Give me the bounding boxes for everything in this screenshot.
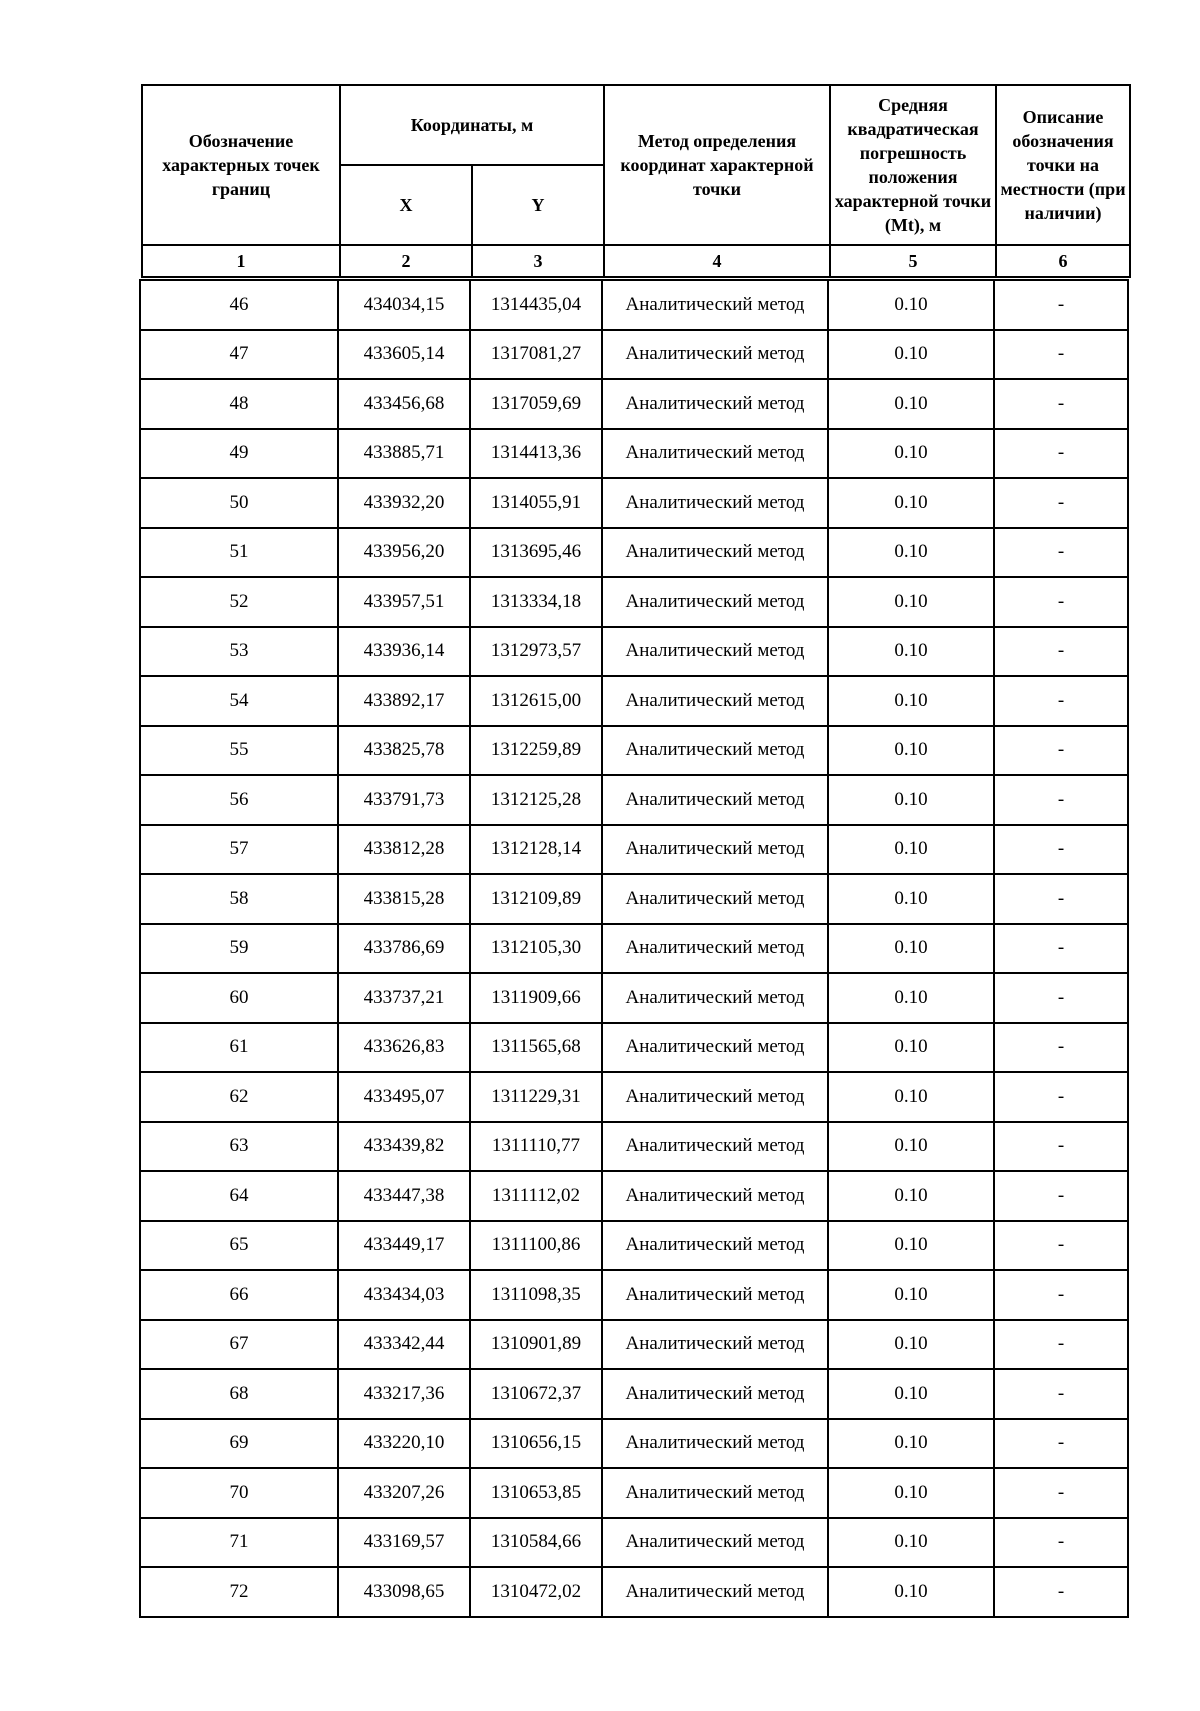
mean-error-cell: 0.10 — [828, 676, 994, 726]
table-row — [140, 676, 1128, 726]
x-coordinate-cell: 433932,20 — [338, 478, 470, 528]
description-cell: - — [994, 924, 1128, 974]
description-cell: - — [994, 726, 1128, 776]
mean-error-cell: 0.10 — [828, 1369, 994, 1419]
mean-error-cell: 0.10 — [828, 1171, 994, 1221]
column-number: 5 — [830, 245, 996, 277]
description-cell: - — [994, 1072, 1128, 1122]
mean-error-cell: 0.10 — [828, 1518, 994, 1568]
y-coordinate-cell: 1310472,02 — [470, 1567, 602, 1617]
mean-error-cell: 0.10 — [828, 478, 994, 528]
x-coordinate-cell: 433449,17 — [338, 1221, 470, 1271]
table-row — [140, 1518, 1128, 1568]
x-coordinate-cell: 433957,51 — [338, 577, 470, 627]
mean-error-cell: 0.10 — [828, 1468, 994, 1518]
description-cell: - — [994, 379, 1128, 429]
point-cell: 62 — [140, 1072, 338, 1122]
y-coordinate-cell: 1310653,85 — [470, 1468, 602, 1518]
table-row — [140, 973, 1128, 1023]
y-coordinate-cell: 1310901,89 — [470, 1320, 602, 1370]
mean-error-cell: 0.10 — [828, 429, 994, 479]
table-row — [140, 627, 1128, 677]
x-coordinate-cell: 433456,68 — [338, 379, 470, 429]
method-cell: Аналитический метод — [602, 429, 828, 479]
column-number: 2 — [340, 245, 472, 277]
x-coordinate-cell: 433956,20 — [338, 528, 470, 578]
y-coordinate-cell: 1317059,69 — [470, 379, 602, 429]
y-coordinate-cell: 1310584,66 — [470, 1518, 602, 1568]
description-cell: - — [994, 1122, 1128, 1172]
y-coordinate-cell: 1312128,14 — [470, 825, 602, 875]
coordinates-table-header — [141, 84, 1131, 278]
mean-error-cell: 0.10 — [828, 973, 994, 1023]
description-cell: - — [994, 676, 1128, 726]
x-coordinate-cell: 433786,69 — [338, 924, 470, 974]
y-coordinate-cell: 1317081,27 — [470, 330, 602, 380]
x-coordinate-cell: 433892,17 — [338, 676, 470, 726]
table-row — [140, 1468, 1128, 1518]
point-cell: 69 — [140, 1419, 338, 1469]
x-coordinate-cell: 433936,14 — [338, 627, 470, 677]
table-row — [140, 1270, 1128, 1320]
x-coordinate-cell: 433495,07 — [338, 1072, 470, 1122]
mean-error-cell: 0.10 — [828, 1221, 994, 1271]
x-coordinate-cell: 433815,28 — [338, 874, 470, 924]
table-row — [140, 775, 1128, 825]
x-coordinate-cell: 433812,28 — [338, 825, 470, 875]
method-cell: Аналитический метод — [602, 1270, 828, 1320]
point-cell: 49 — [140, 429, 338, 479]
mean-error-cell: 0.10 — [828, 627, 994, 677]
description-cell: - — [994, 429, 1128, 479]
point-cell: 67 — [140, 1320, 338, 1370]
mean-error-cell: 0.10 — [828, 924, 994, 974]
x-coordinate-cell: 433825,78 — [338, 726, 470, 776]
method-cell: Аналитический метод — [602, 330, 828, 380]
method-cell: Аналитический метод — [602, 726, 828, 776]
point-cell: 48 — [140, 379, 338, 429]
method-cell: Аналитический метод — [602, 1171, 828, 1221]
y-coordinate-cell: 1311229,31 — [470, 1072, 602, 1122]
y-coordinate-cell: 1314413,36 — [470, 429, 602, 479]
x-coordinate-cell: 433626,83 — [338, 1023, 470, 1073]
point-cell: 51 — [140, 528, 338, 578]
method-cell: Аналитический метод — [602, 280, 828, 330]
x-coordinate-cell: 433098,65 — [338, 1567, 470, 1617]
description-cell: - — [994, 1567, 1128, 1617]
table-row — [140, 280, 1128, 330]
column-number: 6 — [996, 245, 1130, 277]
header-mean-error: Средняя квадратическая погрешность положения характерной точки (Mt), м — [830, 85, 996, 245]
point-cell: 65 — [140, 1221, 338, 1271]
x-coordinate-cell: 433342,44 — [338, 1320, 470, 1370]
description-cell: - — [994, 1518, 1128, 1568]
y-coordinate-cell: 1312973,57 — [470, 627, 602, 677]
point-cell: 66 — [140, 1270, 338, 1320]
point-cell: 71 — [140, 1518, 338, 1568]
header-point-designation: Обозначение характерных точек границ — [142, 85, 340, 245]
y-coordinate-cell: 1312125,28 — [470, 775, 602, 825]
point-cell: 58 — [140, 874, 338, 924]
method-cell: Аналитический метод — [602, 478, 828, 528]
point-cell: 54 — [140, 676, 338, 726]
method-cell: Аналитический метод — [602, 528, 828, 578]
point-cell: 57 — [140, 825, 338, 875]
point-cell: 50 — [140, 478, 338, 528]
description-cell: - — [994, 577, 1128, 627]
mean-error-cell: 0.10 — [828, 1122, 994, 1172]
table-row — [140, 726, 1128, 776]
table-row — [140, 478, 1128, 528]
description-cell: - — [994, 1221, 1128, 1271]
point-cell: 59 — [140, 924, 338, 974]
point-cell: 55 — [140, 726, 338, 776]
coordinates-table-body — [139, 279, 1129, 1618]
table-row — [140, 1320, 1128, 1370]
description-cell: - — [994, 973, 1128, 1023]
x-coordinate-cell: 433220,10 — [338, 1419, 470, 1469]
description-cell: - — [994, 280, 1128, 330]
y-coordinate-cell: 1310656,15 — [470, 1419, 602, 1469]
y-coordinate-cell: 1312105,30 — [470, 924, 602, 974]
point-cell: 61 — [140, 1023, 338, 1073]
method-cell: Аналитический метод — [602, 1320, 828, 1370]
method-cell: Аналитический метод — [602, 1468, 828, 1518]
description-cell: - — [994, 874, 1128, 924]
method-cell: Аналитический метод — [602, 1567, 828, 1617]
description-cell: - — [994, 1270, 1128, 1320]
header-y: Y — [472, 165, 604, 245]
table-row — [140, 330, 1128, 380]
y-coordinate-cell: 1312259,89 — [470, 726, 602, 776]
x-coordinate-cell: 433605,14 — [338, 330, 470, 380]
method-cell: Аналитический метод — [602, 577, 828, 627]
y-coordinate-cell: 1312615,00 — [470, 676, 602, 726]
mean-error-cell: 0.10 — [828, 726, 994, 776]
description-cell: - — [994, 1468, 1128, 1518]
header-description: Описание обозначения точки на местности (при наличии) — [996, 85, 1130, 245]
table-row — [140, 1122, 1128, 1172]
mean-error-cell: 0.10 — [828, 330, 994, 380]
point-cell: 47 — [140, 330, 338, 380]
x-coordinate-cell: 433439,82 — [338, 1122, 470, 1172]
x-coordinate-cell: 433169,57 — [338, 1518, 470, 1568]
x-coordinate-cell: 433207,26 — [338, 1468, 470, 1518]
x-coordinate-cell: 434034,15 — [338, 280, 470, 330]
mean-error-cell: 0.10 — [828, 775, 994, 825]
header-coordinates: Координаты, м — [340, 85, 604, 165]
y-coordinate-cell: 1311565,68 — [470, 1023, 602, 1073]
point-cell: 46 — [140, 280, 338, 330]
description-cell: - — [994, 825, 1128, 875]
table-row — [140, 577, 1128, 627]
y-coordinate-cell: 1311110,77 — [470, 1122, 602, 1172]
column-number: 3 — [472, 245, 604, 277]
header-method: Метод определения координат характерной точки — [604, 85, 830, 245]
mean-error-cell: 0.10 — [828, 1419, 994, 1469]
y-coordinate-cell: 1311909,66 — [470, 973, 602, 1023]
table-row — [140, 528, 1128, 578]
table-row — [140, 1171, 1128, 1221]
table-row — [140, 429, 1128, 479]
x-coordinate-cell: 433447,38 — [338, 1171, 470, 1221]
method-cell: Аналитический метод — [602, 973, 828, 1023]
table-row — [140, 1567, 1128, 1617]
table-row — [140, 1072, 1128, 1122]
mean-error-cell: 0.10 — [828, 1320, 994, 1370]
method-cell: Аналитический метод — [602, 924, 828, 974]
description-cell: - — [994, 1320, 1128, 1370]
description-cell: - — [994, 478, 1128, 528]
point-cell: 56 — [140, 775, 338, 825]
y-coordinate-cell: 1311100,86 — [470, 1221, 602, 1271]
y-coordinate-cell: 1313334,18 — [470, 577, 602, 627]
method-cell: Аналитический метод — [602, 1072, 828, 1122]
point-cell: 70 — [140, 1468, 338, 1518]
table-row — [140, 1419, 1128, 1469]
header-x: X — [340, 165, 472, 245]
method-cell: Аналитический метод — [602, 1122, 828, 1172]
y-coordinate-cell: 1313695,46 — [470, 528, 602, 578]
table-rows — [140, 280, 1128, 1617]
mean-error-cell: 0.10 — [828, 825, 994, 875]
y-coordinate-cell: 1311098,35 — [470, 1270, 602, 1320]
method-cell: Аналитический метод — [602, 1518, 828, 1568]
method-cell: Аналитический метод — [602, 379, 828, 429]
x-coordinate-cell: 433885,71 — [338, 429, 470, 479]
point-cell: 72 — [140, 1567, 338, 1617]
x-coordinate-cell: 433434,03 — [338, 1270, 470, 1320]
y-coordinate-cell: 1310672,37 — [470, 1369, 602, 1419]
method-cell: Аналитический метод — [602, 775, 828, 825]
y-coordinate-cell: 1314435,04 — [470, 280, 602, 330]
method-cell: Аналитический метод — [602, 874, 828, 924]
description-cell: - — [994, 1171, 1128, 1221]
table-row — [140, 874, 1128, 924]
mean-error-cell: 0.10 — [828, 874, 994, 924]
description-cell: - — [994, 330, 1128, 380]
method-cell: Аналитический метод — [602, 1419, 828, 1469]
mean-error-cell: 0.10 — [828, 577, 994, 627]
table-row — [140, 924, 1128, 974]
description-cell: - — [994, 1369, 1128, 1419]
point-cell: 68 — [140, 1369, 338, 1419]
mean-error-cell: 0.10 — [828, 280, 994, 330]
method-cell: Аналитический метод — [602, 1023, 828, 1073]
table-row — [140, 825, 1128, 875]
x-coordinate-cell: 433217,36 — [338, 1369, 470, 1419]
mean-error-cell: 0.10 — [828, 1072, 994, 1122]
mean-error-cell: 0.10 — [828, 528, 994, 578]
method-cell: Аналитический метод — [602, 825, 828, 875]
table-row — [140, 1023, 1128, 1073]
point-cell: 53 — [140, 627, 338, 677]
description-cell: - — [994, 627, 1128, 677]
column-number: 4 — [604, 245, 830, 277]
method-cell: Аналитический метод — [602, 1221, 828, 1271]
mean-error-cell: 0.10 — [828, 1023, 994, 1073]
table-row — [140, 1221, 1128, 1271]
method-cell: Аналитический метод — [602, 1369, 828, 1419]
table-row — [140, 1369, 1128, 1419]
point-cell: 52 — [140, 577, 338, 627]
point-cell: 60 — [140, 973, 338, 1023]
y-coordinate-cell: 1312109,89 — [470, 874, 602, 924]
description-cell: - — [994, 1023, 1128, 1073]
description-cell: - — [994, 775, 1128, 825]
point-cell: 64 — [140, 1171, 338, 1221]
mean-error-cell: 0.10 — [828, 1270, 994, 1320]
mean-error-cell: 0.10 — [828, 379, 994, 429]
y-coordinate-cell: 1314055,91 — [470, 478, 602, 528]
description-cell: - — [994, 528, 1128, 578]
y-coordinate-cell: 1311112,02 — [470, 1171, 602, 1221]
table-row — [140, 379, 1128, 429]
column-number: 1 — [142, 245, 340, 277]
x-coordinate-cell: 433737,21 — [338, 973, 470, 1023]
method-cell: Аналитический метод — [602, 676, 828, 726]
description-cell: - — [994, 1419, 1128, 1469]
x-coordinate-cell: 433791,73 — [338, 775, 470, 825]
point-cell: 63 — [140, 1122, 338, 1172]
method-cell: Аналитический метод — [602, 627, 828, 677]
mean-error-cell: 0.10 — [828, 1567, 994, 1617]
